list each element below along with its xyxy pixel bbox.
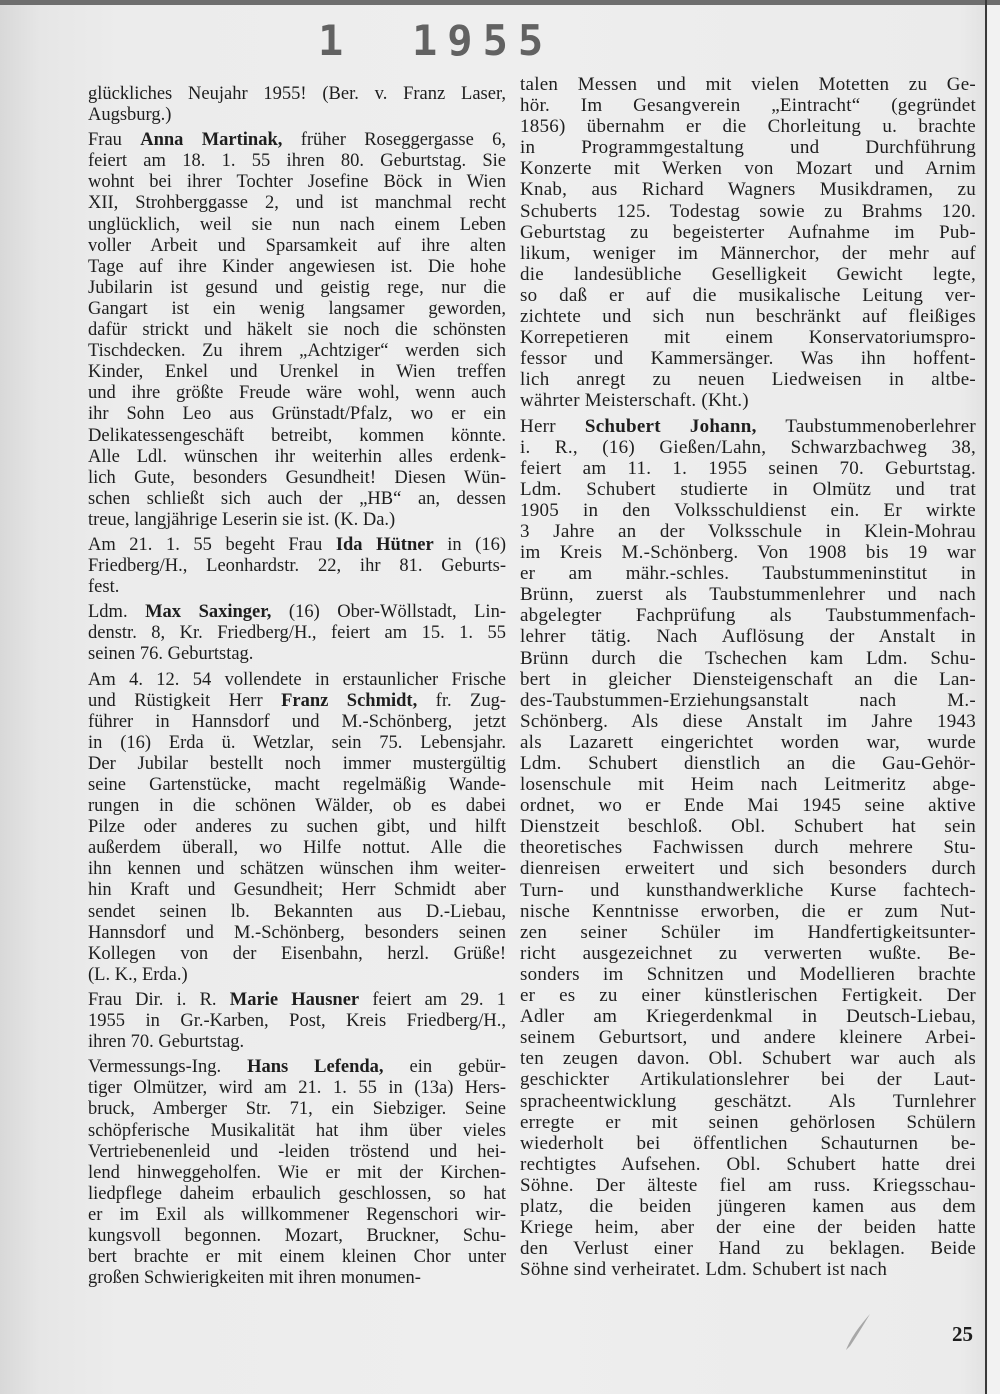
text-line: ihr Sohn Leo aus Grünstadt/Pfalz, wo er ein: [88, 404, 506, 425]
left-text-column: [88, 84, 506, 1293]
text-line: geschickter Artikulationslehrer bei der Laut-: [520, 1069, 976, 1091]
scan-border-right: [985, 0, 987, 1394]
text-line: bert brachte er mit einem kleinen Chor unter: [88, 1247, 506, 1268]
text-segment: Vermessungs-Ing.: [88, 1057, 248, 1078]
text-line: 1856) übernahm er die Chorleitung u. brachte: [520, 116, 976, 138]
text-line: Hannsdorf und M.-Schönberg, besonders seinen: [88, 922, 506, 943]
text-line: lich anregt zu neuen Liedweisen in altbe-: [520, 369, 976, 391]
paragraph: [88, 670, 506, 986]
text-segment: Frau: [88, 130, 141, 151]
text-line: Delikatessengeschäft betreibt, kommen könnte.: [88, 425, 506, 446]
scan-border-top: [0, 0, 1000, 5]
text-line: (L. K., Erda.): [88, 964, 188, 985]
text-line: Augsburg.): [88, 105, 172, 126]
text-line: er es zu einer künstlerischen Fertigkeit. Der: [520, 985, 976, 1007]
text-segment: ein gebür-: [383, 1057, 507, 1078]
text-line: Geburtstag zu begeisterter Aufnahme im Pub-: [520, 221, 976, 243]
text-segment: (16) Ober-Wöllstadt, Lin-: [271, 602, 506, 623]
text-segment: und Rüstigkeit Herr: [88, 690, 282, 711]
text-line: nische Kenntnisse erworben, die er zum Nut-: [520, 900, 976, 922]
text-line: voller Arbeit und Sparsamkeit auf ihre alten: [88, 235, 506, 256]
text-line: Alle Ldl. wünschen ihr weiterhin alles erdenk-: [88, 446, 506, 467]
text-line: richt ausgezeichnet zu verwerten wußte. Be-: [520, 942, 976, 964]
text-segment: Taubstummenoberlehrer: [756, 415, 976, 437]
text-line: Brünn, zuerst als Taubstummenlehrer und nach: [520, 584, 976, 606]
person-name: Schubert Johann,: [584, 415, 757, 437]
text-line: 1955 in Gr.-Karben, Post, Kreis Friedberg/H.,: [88, 1011, 506, 1032]
text-line: bruck, Amberger Str. 71, ein Siebziger. Seine: [88, 1099, 506, 1120]
text-line: ordnet, wo er Ende Mai 1945 seine aktive: [520, 795, 976, 817]
year-stamp: 1955: [412, 16, 554, 65]
text-line: seine Gartenstücke, macht regelmäßig Wande-: [88, 775, 506, 795]
text-line: Schönberg. Als diese Anstalt im Jahre 1943: [520, 710, 976, 732]
text-line: XII, Strohberggasse 2, und ist manchmal recht: [88, 193, 506, 214]
paragraph: [88, 602, 506, 665]
text-line: Korrepetieren mit einem Konservatoriumspro-: [520, 327, 976, 349]
text-line: die landesübliche Geselligkeit Gewicht legte,: [520, 263, 976, 285]
text-line: und ihre größte Freude wäre wohl, wenn auch: [88, 383, 506, 404]
text-line: fest.: [88, 577, 120, 598]
text-line: likum, weniger im Männerchor, der mehr auf: [520, 242, 976, 264]
text-line: Brünn durch die Tschechen kam Ldm. Schu-: [520, 647, 976, 669]
paragraph: [88, 1057, 506, 1289]
text-line: ihn kennen und schätzen wünschen ihm weiter-: [88, 859, 506, 880]
text-line: [88, 602, 506, 623]
paragraph: [88, 130, 506, 531]
text-line: so daß er auf die musikalische Leitung ver-: [520, 284, 976, 306]
text-line: abgelegter Fachprüfung als Taubstummenfach-: [520, 605, 976, 627]
text-line: führer in Hannsdorf und M.-Schönberg, jetzt: [88, 711, 506, 732]
text-line: Tischdecken. Zu ihrem „Achtziger“ werden sich: [88, 341, 506, 362]
text-line: Söhne sind verheiratet. Ldm. Schubert ist nach: [520, 1259, 888, 1281]
paragraph: [88, 535, 506, 598]
text-line: platz, die beiden jüngeren kamen aus dem: [520, 1195, 976, 1217]
text-line: [88, 691, 506, 712]
text-line: [88, 990, 506, 1011]
text-line: Vertriebenenleid und -leiden tröstend und hei-: [88, 1141, 506, 1162]
text-line: Schuberts 125. Todestag sowie zu Brahms 120.: [520, 200, 976, 222]
text-line: sendet seinen lb. Bekannten aus D.-Liebau,: [88, 901, 506, 922]
text-segment: in (16): [433, 534, 506, 555]
text-line: zichtete und sich nun beschränkt auf fleißiges: [520, 306, 976, 328]
text-line: 3 Jahre an der Volksschule in Klein-Mohrau: [520, 520, 976, 542]
text-line: außerdem überall, wo Hilfe nottut. Alle die: [88, 838, 506, 859]
text-line: feiert am 11. 1. 1955 seinen 70. Geburtstag.: [520, 457, 976, 479]
text-line: er im Exil als willkommener Regenschori wir-: [88, 1204, 506, 1225]
text-line: Gangart ist ein wenig langsamer geworden,: [88, 298, 506, 319]
text-line: rechtigtes Aufsehen. Obl. Schubert hatte drei: [520, 1153, 976, 1175]
text-line: Friedberg/H., Leonhardstr. 22, ihr 81. Geburts-: [88, 556, 506, 577]
text-line: des-Taubstummen-Erziehungsanstalt nach M.-: [520, 689, 976, 711]
text-segment: Am 21. 1. 55 begeht Frau: [88, 534, 336, 555]
text-line: [88, 130, 506, 151]
text-line: schöpferische Musikalität hat ihm über vieles: [88, 1120, 506, 1141]
text-line: schen schließt sich auch der „HB“ an, dessen: [88, 488, 506, 509]
text-line: Kriege heim, aber der eine der beiden hatte: [520, 1217, 976, 1239]
text-line: währter Meisterschaft. (Kht.): [520, 390, 749, 412]
text-line: glückliches Neujahr 1955! (Ber. v. Franz Laser,: [88, 84, 506, 104]
issue-stamp: 1: [318, 16, 354, 65]
person-name: Max Saxinger,: [145, 602, 272, 623]
text-line: denstr. 8, Kr. Friedberg/H., feiert am 15. 1. 55: [88, 623, 506, 644]
text-line: Der Jubilar bestellt noch immer mustergültig: [88, 753, 506, 774]
text-line: den Verlust einer Hand zu beklagen. Beide: [520, 1238, 976, 1260]
text-line: Pilze oder anderes zu suchen gibt, und hilft: [88, 817, 506, 838]
text-line: Tage auf ihre Kinder angewiesen ist. Die hohe: [88, 256, 506, 277]
text-segment: Frau Dir. i. R.: [88, 989, 230, 1010]
text-line: kungsvoll begonnen. Mozart, Bruckner, Schu-: [88, 1225, 506, 1246]
text-line: Turn- und kunsthandwerkliche Kurse fachtech-: [520, 879, 976, 901]
text-line: Kinder, Enkel und Urenkel in Wien treffen: [88, 362, 506, 383]
text-line: in Programmgestaltung und Durchführung: [520, 137, 976, 159]
text-line: seinem Geburtsort, und andere kleinere Arbei-: [520, 1027, 976, 1049]
text-line: Ldm. Schubert dienstlich an die Gau-Gehör-: [520, 753, 976, 774]
text-line: sonders im Schnitzen und Modellieren brachte: [520, 963, 976, 985]
text-line: feiert am 18. 1. 55 ihren 80. Geburtstag. Sie: [88, 151, 506, 172]
text-line: in (16) Erda ü. Wetzlar, sein 75. Lebensjahr.: [88, 732, 506, 753]
text-line: liedpflege daheim erbaulich geschlossen, so hat: [88, 1183, 506, 1204]
text-line: Knab, aus Richard Wagners Musikdramen, zu: [520, 179, 976, 201]
text-line: dafür strickt und häkelt sie noch die schönsten: [88, 320, 506, 341]
text-line: hör. Im Gesangverein „Eintracht“ (gegründet: [520, 95, 976, 117]
text-line: theoretisches Fachwissen durch mehrere Stu-: [520, 837, 976, 859]
text-line: Dienstzeit beschloß. Obl. Schubert hat sein: [520, 816, 976, 838]
text-line: [520, 416, 976, 437]
text-line: Adler am Kriegerdenkmal in Deutsch-Liebau,: [520, 1006, 976, 1028]
text-line: treue, langjährige Leserin sie ist. (K. Da.): [88, 509, 396, 530]
paragraph: [520, 74, 976, 412]
text-segment: fr. Zug-: [417, 690, 506, 711]
text-line: rungen in die schönen Wälder, ob es dabei: [88, 796, 506, 817]
text-line: dienreisen erweitert und sich besonders durch: [520, 858, 976, 880]
text-line: als Lazarett eingerichtet worden war, wurde: [520, 731, 976, 753]
text-line: [88, 535, 506, 556]
text-line: seinen 76. Geburtstag.: [88, 644, 254, 665]
text-line: Konzerte mit Werken von Mozart und Arnim: [520, 158, 976, 180]
text-line: losenschule mit Heim nach Leitmeritz abge-: [520, 774, 976, 796]
text-line: hin Kraft und Gesundheit; Herr Schmidt aber: [88, 880, 506, 901]
text-line: lehrer tätig. Nach Auflösung der Anstalt in: [520, 626, 976, 648]
text-line: Jubilarin ist gesund und geistig rege, nur die: [88, 277, 506, 298]
text-segment: Ldm.: [88, 602, 146, 623]
person-name: Marie Hausner: [229, 989, 360, 1010]
text-line: ten zeugen davon. Obl. Schubert war auch als: [520, 1048, 976, 1070]
text-line: bert in gleicher Diensteigenschaft an die Lan-: [520, 668, 976, 690]
person-name: Hans Lefenda,: [247, 1057, 384, 1078]
text-segment: feiert am 29. 1: [359, 989, 506, 1010]
text-line: fessor und Kammersänger. Was ihn hoffent-: [520, 348, 976, 370]
text-line: spracheentwicklung geschätzt. Als Turnlehrer: [520, 1090, 976, 1112]
paragraph: [520, 416, 976, 1281]
text-line: 1905 in den Volksschuldienst ein. Er wirkte: [520, 499, 976, 521]
text-line: im Kreis M.-Schönberg. Von 1908 bis 19 war: [520, 542, 976, 564]
person-name: Ida Hütner: [335, 534, 434, 555]
text-line: tiger Olmützer, wird am 21. 1. 55 in (13a) Hers-: [88, 1078, 506, 1099]
page-number: 25: [952, 1322, 973, 1346]
text-line: i. R., (16) Gießen/Lahn, Schwarzbachweg 38,: [520, 436, 976, 458]
text-segment: früher Roseggergasse 6,: [282, 130, 506, 151]
text-segment: Herr: [520, 415, 585, 437]
text-line: [88, 1057, 506, 1078]
text-line: lich Gute, besonders Gesundheit! Diesen Wün-: [88, 467, 506, 488]
text-line: Am 4. 12. 54 vollendete in erstaunlicher Frische: [88, 669, 506, 690]
text-line: Kollegen von der Eisenbahn, herzl. Grüße!: [88, 943, 506, 964]
text-line: wohnt bei ihrer Tochter Josefine Böck in Wien: [88, 172, 506, 193]
text-line: er am mähr.-schles. Taubstummeninstitut in: [520, 563, 976, 585]
text-line: erregte er mit seinen gehörlosen Schülern: [520, 1111, 976, 1133]
text-line: wiederholt bei öffentlichen Schauturnen be-: [520, 1132, 976, 1154]
person-name: Franz Schmidt,: [281, 690, 418, 711]
text-line: lend hinweggeholfen. Wie er mit der Kirchen-: [88, 1162, 506, 1183]
right-text-column: [520, 74, 976, 1284]
text-line: großen Schwierigkeiten mit ihren monumen-: [88, 1268, 421, 1289]
text-line: talen Messen und mit vielen Motetten zu Ge-: [520, 74, 976, 95]
text-line: ihren 70. Geburtstag.: [88, 1032, 245, 1053]
text-line: zen seiner Schüler im Handfertigkeitsunter-: [520, 921, 976, 943]
paragraph: [88, 84, 506, 126]
text-line: Ldm. Schubert studierte in Olmütz und trat: [520, 478, 976, 500]
pencil-mark-icon: [842, 1310, 874, 1352]
text-line: Söhne. Der älteste fiel am russ. Kriegsschau-: [520, 1174, 976, 1196]
paragraph: [88, 990, 506, 1053]
person-name: Anna Martinak,: [140, 130, 283, 151]
text-line: unglücklich, weil sie nun nach einem Leben: [88, 214, 506, 235]
